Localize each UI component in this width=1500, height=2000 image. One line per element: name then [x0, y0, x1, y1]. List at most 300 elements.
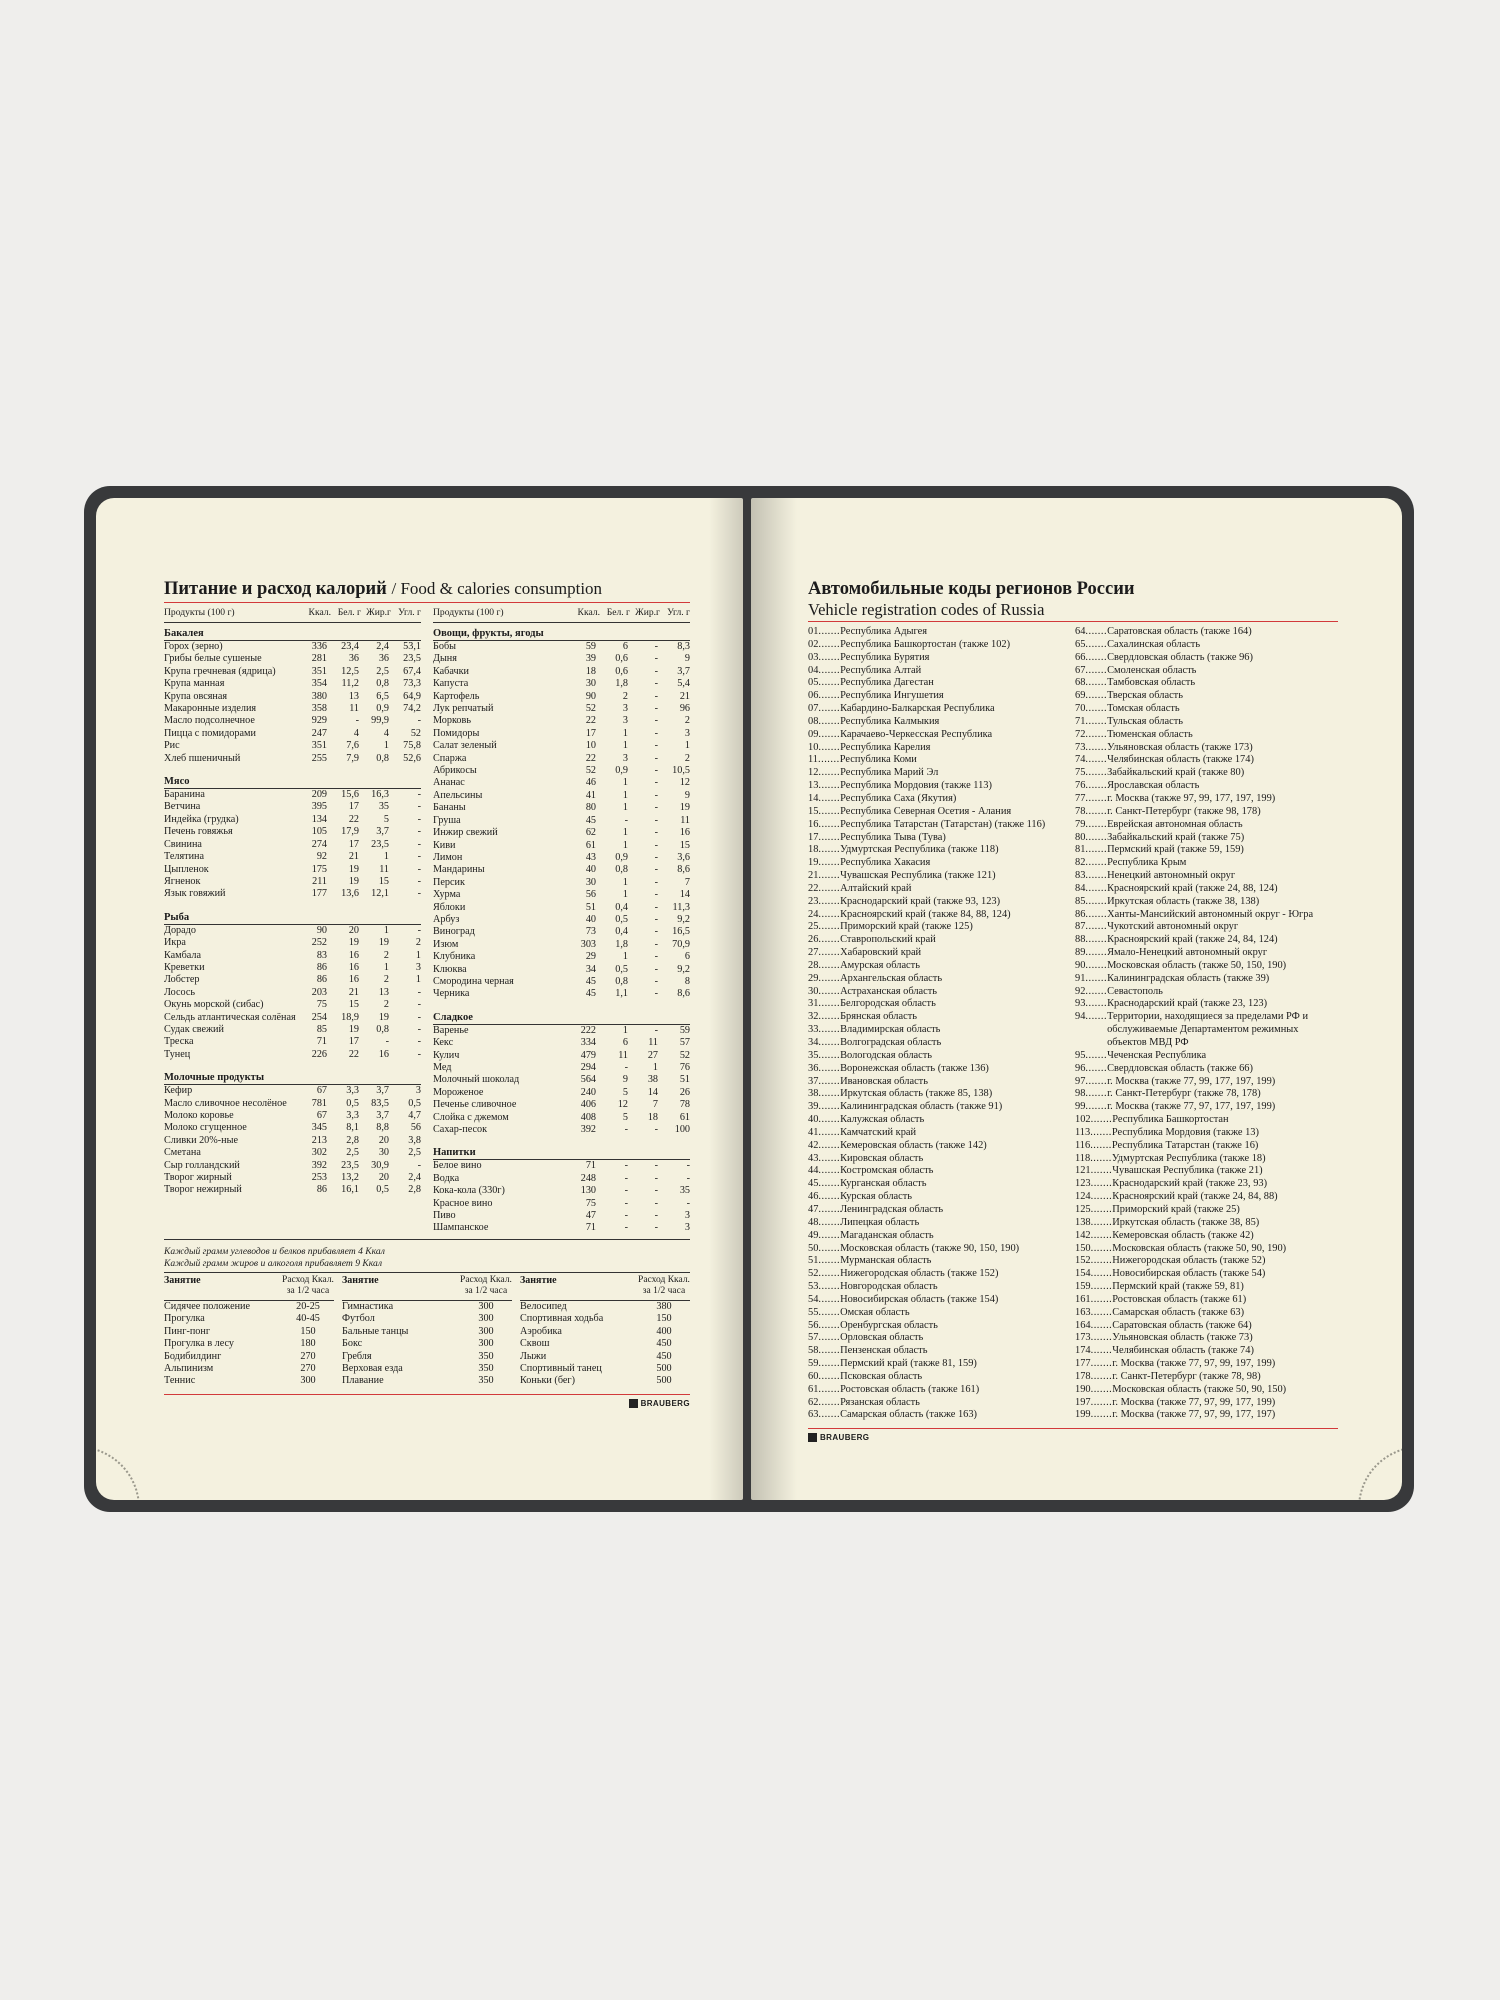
region-code-row	[1075, 1076, 1338, 1089]
leader-dots: .......	[818, 1293, 841, 1305]
leader-dots: .......	[1090, 1152, 1112, 1164]
food-row	[433, 691, 690, 703]
food-name: Кулич	[433, 1049, 460, 1061]
leader-dots: .......	[818, 1165, 841, 1177]
activity-kcal: 300	[300, 1375, 316, 1387]
food-value: 16	[679, 827, 690, 839]
food-value: 61	[585, 839, 596, 851]
food-value: -	[624, 1124, 628, 1136]
region-code-row	[1075, 1050, 1338, 1063]
food-value: 13,6	[341, 888, 359, 900]
food-name: Молоко сгущенное	[164, 1122, 247, 1134]
food-value: 21	[679, 690, 690, 702]
food-name: Мороженое	[433, 1086, 484, 1098]
food-value: 2	[684, 752, 690, 764]
region-code: 56	[808, 1319, 819, 1331]
title-rule	[164, 602, 690, 603]
region-code-row	[1075, 742, 1338, 755]
food-value: 30	[378, 1147, 389, 1159]
food-row	[164, 653, 421, 665]
food-value: -	[654, 653, 658, 665]
food-value: 4,7	[408, 1110, 421, 1121]
food-value: -	[624, 1160, 628, 1172]
region-name: Республика Карелия	[840, 741, 931, 753]
activity-row	[164, 1363, 334, 1375]
food-value: 40	[585, 864, 596, 876]
food-value: 0,4	[615, 901, 628, 913]
activity-row	[520, 1338, 690, 1350]
food-value: 99,9	[371, 715, 389, 727]
food-name: Язык говяжий	[164, 888, 226, 900]
note-line: Каждый грамм углеводов и белков прибавляет 4 Ккал	[164, 1245, 385, 1257]
region-name: Ленинградская область	[840, 1203, 944, 1215]
activity-row	[342, 1338, 512, 1350]
food-value: 2	[415, 937, 421, 949]
activity-kcal: 300	[478, 1300, 494, 1312]
activity-row	[164, 1301, 334, 1313]
food-value: -	[654, 715, 658, 727]
food-row	[164, 839, 421, 851]
region-code: 66	[1075, 651, 1086, 663]
leader-dots: .......	[1085, 626, 1108, 637]
activity-kcal: 300	[478, 1338, 494, 1350]
region-code-row	[1075, 998, 1338, 1011]
food-value: 13	[378, 986, 389, 998]
region-name: Республика Крым	[1107, 857, 1187, 869]
region-codes-list	[808, 626, 1338, 1422]
region-code: 42	[808, 1139, 819, 1151]
food-category-heading: Напитки	[433, 1146, 690, 1160]
region-name: Амурская область	[840, 959, 920, 971]
food-name: Слойка с джемом	[433, 1111, 509, 1123]
region-code: 08	[808, 715, 819, 727]
leader-dots: .......	[1090, 1319, 1113, 1331]
food-value: 45	[585, 814, 596, 826]
region-code: 58	[808, 1345, 819, 1357]
food-value: 86	[316, 974, 327, 986]
activity-row	[342, 1313, 512, 1325]
region-code-row	[808, 1371, 1071, 1384]
food-name: Черника	[433, 988, 470, 1000]
food-row	[433, 715, 690, 727]
food-value: -	[654, 827, 658, 839]
region-code: 98	[1075, 1088, 1086, 1100]
leader-dots: .......	[1085, 1088, 1108, 1100]
region-name: Чеченская Республика	[1107, 1049, 1207, 1061]
region-name: Республика Бурятия	[840, 651, 930, 663]
activity-kcal: 20-25	[296, 1300, 320, 1312]
food-row	[433, 902, 690, 914]
food-value: 75	[316, 999, 327, 1011]
region-code: 93	[1075, 998, 1086, 1010]
food-value: 0,8	[615, 864, 628, 876]
food-value: 30	[585, 876, 596, 888]
food-row	[164, 1184, 421, 1196]
region-name: Ямало-Ненецкий автономный округ	[1107, 947, 1268, 959]
leader-dots: .......	[1085, 1011, 1108, 1023]
food-name: Мед	[433, 1062, 452, 1073]
leader-dots: .......	[1085, 921, 1108, 933]
food-value: 20	[378, 1172, 389, 1184]
food-value: 408	[580, 1111, 596, 1123]
region-code-row	[1075, 819, 1338, 832]
region-code-row	[808, 1088, 1071, 1101]
leader-dots: .......	[818, 1062, 841, 1074]
food-name: Камбала	[164, 949, 202, 961]
region-code: 16	[808, 818, 819, 830]
food-value: 11	[379, 863, 389, 875]
food-value: 254	[311, 1011, 327, 1023]
region-name: Саратовская область (также 64)	[1112, 1319, 1252, 1331]
activity-name: Прогулка в лесу	[164, 1338, 235, 1350]
activity-header-label: Занятие	[342, 1274, 379, 1286]
region-code: 164	[1075, 1319, 1091, 1331]
food-name: Сельдь атлантическая солёная	[164, 1011, 296, 1023]
food-row	[164, 925, 421, 937]
calorie-notes	[164, 1246, 690, 1270]
region-name: Республика Хакасия	[840, 857, 931, 869]
region-name: Республика Татарстан (Татарстан) (также 116)	[840, 818, 1046, 830]
leader-dots: .......	[818, 626, 841, 637]
food-value: 80	[585, 802, 596, 814]
food-value: -	[654, 1185, 658, 1197]
food-value: 7,6	[346, 740, 359, 752]
food-value: 71	[585, 1160, 596, 1172]
food-name: Хлеб пшеничный	[164, 752, 241, 764]
region-code: 190	[1075, 1383, 1091, 1395]
brand-mark-icon	[808, 1433, 817, 1442]
food-value: -	[417, 1011, 421, 1023]
region-name: Московская область (также 50, 90, 150)	[1112, 1383, 1287, 1395]
leader-dots: .......	[818, 947, 841, 959]
region-name: Калининградская область (также 91)	[840, 1101, 1003, 1113]
region-name: Карачаево-Черкесская Республика	[840, 728, 993, 740]
activity-kcal: 300	[478, 1325, 494, 1337]
activity-name: Верховая езда	[342, 1362, 403, 1374]
food-row	[433, 939, 690, 951]
food-row	[164, 1172, 421, 1184]
food-value: 781	[311, 1097, 327, 1109]
region-name: Иркутская область (также 85, 138)	[840, 1088, 993, 1100]
food-value: 9	[684, 789, 690, 801]
food-value: 11,2	[341, 678, 359, 690]
region-code: 79	[1075, 818, 1086, 830]
food-value: 18	[647, 1111, 658, 1123]
food-value: 8	[684, 975, 690, 987]
region-name: Магаданская область	[840, 1229, 934, 1241]
leader-dots: .......	[818, 1216, 841, 1228]
region-code-row	[1075, 844, 1338, 857]
food-value: 0,8	[376, 678, 389, 690]
food-value: 11,3	[672, 901, 690, 913]
region-code-row	[808, 1332, 1071, 1345]
region-name: Оренбургская область	[840, 1319, 938, 1331]
leader-dots: .......	[1085, 998, 1108, 1010]
food-name: Рис	[164, 740, 180, 752]
food-name: Кабачки	[433, 665, 470, 677]
activity-kcal: 150	[300, 1325, 316, 1337]
food-value: -	[417, 813, 421, 825]
food-value: 59	[679, 1024, 690, 1036]
food-value: 17	[348, 1036, 359, 1048]
region-code-row	[1075, 754, 1338, 767]
region-code: 90	[1075, 959, 1086, 971]
food-value: 36	[348, 653, 359, 665]
region-code-row	[1075, 806, 1338, 819]
food-value: 8,1	[346, 1122, 359, 1134]
region-code-row	[808, 1320, 1071, 1333]
leader-dots: .......	[818, 715, 841, 727]
food-row	[433, 988, 690, 1000]
food-value: 19	[348, 863, 359, 875]
region-code-row	[1075, 1127, 1338, 1140]
region-code: 177	[1075, 1358, 1091, 1370]
food-value: 354	[311, 678, 327, 690]
leader-dots: .......	[1085, 767, 1108, 779]
region-codes-column-1	[808, 626, 1071, 1422]
region-code: 47	[808, 1203, 819, 1215]
activity-name: Сквош	[520, 1338, 550, 1350]
food-category-heading: Сладкое	[433, 1011, 690, 1025]
food-value: 23,5	[341, 1159, 359, 1171]
food-name: Свинина	[164, 838, 202, 850]
region-name: Севастополь	[1107, 985, 1163, 997]
food-value: -	[417, 715, 421, 727]
region-code-row	[808, 1268, 1071, 1281]
activity-header-value: Расход Ккал. за 1/2 часа	[460, 1274, 512, 1297]
food-row	[164, 826, 421, 838]
food-value: 0,5	[376, 1184, 389, 1196]
food-value: 86	[316, 1184, 327, 1196]
region-code-row	[1075, 883, 1338, 896]
food-value: 22	[585, 752, 596, 764]
region-code: 80	[1075, 831, 1086, 843]
region-code: 48	[808, 1216, 819, 1228]
region-code-row	[808, 896, 1071, 909]
region-code-row	[1075, 896, 1338, 909]
leader-dots: .......	[818, 690, 841, 702]
food-value: 380	[311, 690, 327, 702]
leader-dots: .......	[818, 1203, 841, 1215]
region-name: Пензенская область	[840, 1345, 928, 1357]
food-value: 8,8	[376, 1122, 389, 1134]
food-row	[433, 728, 690, 740]
activity-row	[342, 1351, 512, 1363]
food-row	[433, 1062, 690, 1074]
food-row	[433, 777, 690, 789]
food-value: 1	[415, 974, 421, 986]
region-code-row	[808, 1345, 1071, 1358]
food-row	[433, 1124, 690, 1136]
food-value: 351	[311, 740, 327, 752]
food-value: 15,6	[341, 789, 359, 801]
food-value: 134	[311, 813, 327, 825]
food-value: 0,5	[615, 913, 628, 925]
food-value: 7	[652, 1099, 658, 1111]
food-value: -	[624, 1172, 628, 1184]
leader-dots: .......	[1085, 651, 1108, 663]
leader-dots: .......	[1090, 1345, 1113, 1357]
region-code-row	[1075, 767, 1338, 780]
region-name: Республика Мордовия (также 13)	[1111, 1126, 1259, 1138]
leader-dots: .......	[818, 1037, 841, 1048]
region-code: 19	[808, 857, 819, 869]
leader-dots: .......	[818, 1088, 841, 1100]
food-value: 2	[622, 690, 628, 702]
region-code-row	[808, 1076, 1071, 1089]
food-value: -	[654, 703, 658, 715]
food-value: 211	[312, 875, 327, 887]
food-value: 52	[585, 703, 596, 715]
food-value: 17	[348, 838, 359, 850]
region-name: Республика Саха (Якутия)	[840, 792, 957, 804]
food-value: 51	[585, 901, 596, 913]
food-value: 3	[684, 727, 690, 739]
food-value: 3	[622, 752, 628, 764]
region-name: Республика Марий Эл	[840, 767, 939, 779]
region-code-row	[808, 639, 1071, 652]
region-code: 92	[1075, 985, 1086, 997]
region-name: Тюменская область	[1107, 728, 1193, 740]
food-name: Картофель	[433, 690, 480, 702]
food-value: 45	[585, 988, 596, 1000]
region-code: 11	[808, 754, 819, 766]
food-row	[433, 827, 690, 839]
leader-dots: .......	[1090, 1191, 1113, 1203]
leader-dots: .......	[818, 934, 841, 946]
food-row	[164, 1024, 421, 1036]
leader-dots: .......	[1090, 1383, 1113, 1395]
region-code: 78	[1075, 805, 1086, 817]
region-name: г. Москва (также 77, 97, 99, 197, 199)	[1112, 1358, 1276, 1370]
region-code-row	[1075, 1371, 1338, 1384]
food-value: 35	[378, 801, 389, 813]
region-code: 50	[808, 1242, 819, 1254]
region-code: 01	[808, 626, 819, 637]
food-value: 1	[652, 1062, 658, 1073]
food-value: 38	[647, 1074, 658, 1086]
food-value: 76	[679, 1062, 690, 1073]
region-code: 10	[808, 741, 819, 753]
activity-kcal: 270	[300, 1362, 316, 1374]
activity-kcal: 300	[478, 1313, 494, 1325]
food-row	[164, 987, 421, 999]
food-name: Молоко коровье	[164, 1110, 234, 1121]
region-name: г. Москва (также 77, 97, 177, 197, 199)	[1107, 1101, 1276, 1113]
food-value: 1	[684, 740, 690, 752]
food-value: 4	[383, 727, 389, 739]
food-row	[433, 1198, 690, 1210]
region-code-row	[808, 703, 1071, 716]
food-value: 1	[622, 802, 628, 814]
leader-dots: .......	[818, 844, 841, 856]
food-value: 0,6	[615, 665, 628, 677]
region-code: 39	[808, 1101, 819, 1113]
leader-dots: .......	[1085, 703, 1108, 715]
food-value: 0,9	[376, 703, 389, 715]
food-value: 6	[622, 641, 628, 652]
food-table	[164, 607, 690, 1235]
leader-dots: .......	[818, 651, 841, 663]
food-row	[164, 740, 421, 752]
food-value: 1	[622, 740, 628, 752]
food-row	[164, 950, 421, 962]
activity-name: Плавание	[342, 1375, 384, 1387]
leader-dots: .......	[1085, 985, 1108, 997]
region-code: 125	[1075, 1203, 1091, 1215]
activity-name: Сидячее положение	[164, 1300, 251, 1312]
leader-dots: .......	[1085, 741, 1108, 753]
region-code: 29	[808, 972, 819, 984]
food-value: 34	[585, 963, 596, 975]
region-name: Курская область	[840, 1191, 913, 1203]
food-value: -	[624, 814, 628, 826]
region-code-row	[808, 742, 1071, 755]
region-name: Приморский край (также 25)	[1112, 1203, 1240, 1215]
food-value: 253	[311, 1172, 327, 1184]
food-value: 1	[383, 740, 389, 752]
region-code: 45	[808, 1178, 819, 1190]
food-name: Сливки 20%-ные	[164, 1134, 238, 1146]
food-row	[433, 666, 690, 678]
food-name: Творог нежирный	[164, 1184, 242, 1196]
region-code-row	[1075, 1243, 1338, 1256]
food-value: 16,5	[672, 926, 690, 938]
region-code-row	[1075, 1217, 1338, 1230]
region-name: Пермский край (также 81, 159)	[840, 1358, 977, 1370]
region-code-row	[1075, 677, 1338, 690]
left-page	[96, 498, 743, 1500]
food-value: -	[417, 851, 421, 863]
region-code-row	[808, 986, 1071, 999]
food-value: 16	[348, 949, 359, 961]
food-value: -	[654, 814, 658, 826]
region-code: 30	[808, 985, 819, 997]
food-name: Креветки	[164, 961, 205, 973]
food-value: -	[417, 1048, 421, 1060]
food-value: 6,5	[376, 690, 389, 702]
region-code-row	[1075, 857, 1338, 870]
region-code: 31	[808, 998, 819, 1010]
region-code-row	[1075, 870, 1338, 883]
food-value: 53,1	[403, 641, 421, 652]
food-name: Персик	[433, 876, 465, 888]
food-value: 479	[580, 1049, 596, 1061]
region-code: 74	[1075, 754, 1086, 766]
region-code: 54	[808, 1293, 819, 1305]
region-code: 173	[1075, 1332, 1091, 1344]
activity-kcal: 150	[656, 1313, 672, 1325]
leader-dots: .......	[1090, 1178, 1113, 1190]
food-name: Морковь	[433, 715, 471, 727]
region-name: Республика Татарстан (также 16)	[1111, 1139, 1259, 1151]
food-name: Индейка (грудка)	[164, 813, 239, 825]
region-code: 174	[1075, 1345, 1091, 1357]
region-code: 199	[1075, 1409, 1091, 1421]
region-name: Рязанская область	[840, 1396, 920, 1408]
food-value: 303	[580, 938, 596, 950]
food-value: -	[417, 888, 421, 900]
leader-dots: .......	[1085, 857, 1108, 869]
region-code: 27	[808, 947, 819, 959]
region-code: 28	[808, 959, 819, 971]
region-code-row	[808, 1294, 1071, 1307]
food-value: 23,5	[403, 653, 421, 665]
region-code-row	[808, 716, 1071, 729]
region-code: 69	[1075, 690, 1086, 702]
region-code-row	[808, 973, 1071, 986]
activity-kcal: 450	[656, 1350, 672, 1362]
